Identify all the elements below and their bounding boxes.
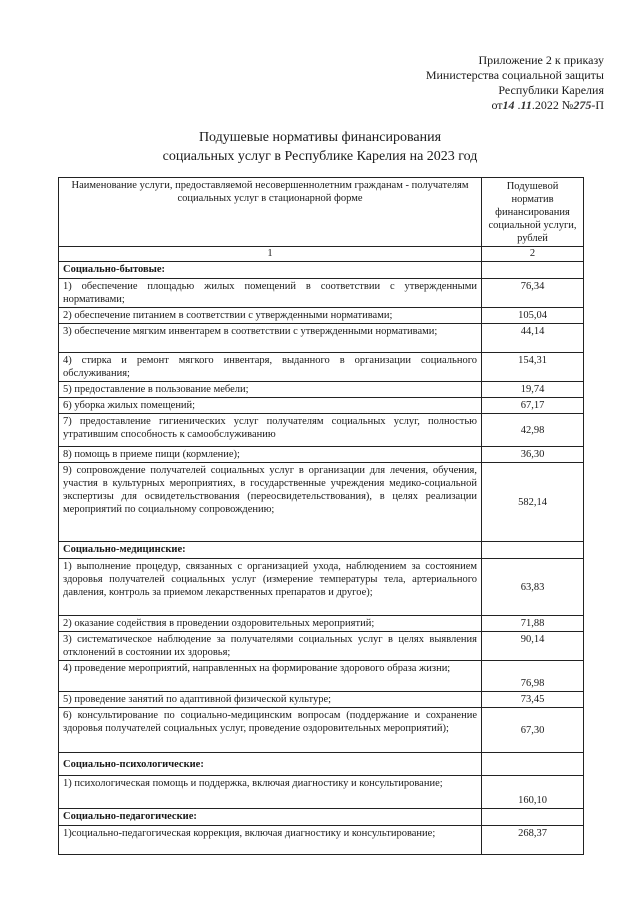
col2-header: Подушевой норматив финансирования социальной услуги, рублей <box>482 178 584 247</box>
document-title <box>0 128 640 166</box>
attachment-line-2: Министерства социальной защиты <box>425 68 604 82</box>
service-name: 6) уборка жилых помещений; <box>59 398 482 414</box>
norm-value: 160,10 <box>482 776 584 809</box>
section-row <box>59 753 584 776</box>
norm-value: 76,98 <box>482 661 584 692</box>
service-name: 3) систематическое наблюдение за получателями социальных услуг в целях выявления отклонений в состоянии их здоровья; <box>59 632 482 661</box>
attachment-line-1: Приложение 2 к приказу <box>478 53 604 67</box>
norm-value: 63,83 <box>482 559 584 616</box>
attachment-line-3: Республики Карелия <box>498 83 604 97</box>
table-row <box>59 353 584 382</box>
norm-value: 582,14 <box>482 463 584 542</box>
col1-number: 1 <box>59 247 482 262</box>
title-line-1: Подушевые нормативы финансирования <box>198 130 442 145</box>
norm-value: 268,37 <box>482 826 584 855</box>
table-row <box>59 776 584 809</box>
service-name: 5) предоставление в пользование мебели; <box>59 382 482 398</box>
handwritten-day: 14 <box>502 98 515 112</box>
section-title: Социально-педагогические: <box>59 809 482 826</box>
table-row <box>59 616 584 632</box>
table-row <box>59 826 584 855</box>
norm-value: 67,30 <box>482 708 584 753</box>
section-blank-cell <box>482 262 584 279</box>
norm-value: 76,34 <box>482 279 584 308</box>
table-row <box>59 414 584 447</box>
service-name: 9) сопровождение получателей социальных услуг в организации для лечения, обучения, участия в культурных мероприятиях, в государственные учреждения медико-социальной экспертизы для освидетельствования (переосвидетельствования), в целях реализации мероприятий по социальному сопровождению; <box>59 463 482 542</box>
title-line-2: социальных услуг в Республике Карелия на 2023 год <box>162 149 478 164</box>
service-name: 4) проведение мероприятий, направленных на формирование здорового образа жизни; <box>59 661 482 692</box>
handwritten-order-number: 275 <box>573 98 592 112</box>
col1-header: Наименование услуги, предоставляемой несовершеннолетним гражданам - получателям социальных услуг в стационарной форме <box>59 178 482 247</box>
table-row <box>59 324 584 353</box>
service-name: 2) обеспечение питанием в соответствии с утвержденными нормативами; <box>59 308 482 324</box>
section-title: Социально-бытовые: <box>59 262 482 279</box>
col2-number: 2 <box>482 247 584 262</box>
table-row <box>59 632 584 661</box>
service-name: 2) оказание содействия в проведении оздоровительных мероприятий; <box>59 616 482 632</box>
service-name: 5) проведение занятий по адаптивной физической культуре; <box>59 692 482 708</box>
norm-value: 36,30 <box>482 447 584 463</box>
section-blank-cell <box>482 809 584 826</box>
norm-value: 73,45 <box>482 692 584 708</box>
section-blank-cell <box>482 753 584 776</box>
table-row <box>59 559 584 616</box>
norm-value: 154,31 <box>482 353 584 382</box>
norms-table <box>58 177 584 855</box>
service-name: 3) обеспечение мягким инвентарем в соответствии с утвержденными нормативами; <box>59 324 482 353</box>
handwritten-month: 11 <box>520 98 532 112</box>
norm-value: 71,88 <box>482 616 584 632</box>
table-row <box>59 661 584 692</box>
column-number-row <box>59 247 584 262</box>
service-name: 7) предоставление гигиенических услуг получателям социальных услуг, полностью утратившим способность к самообслуживанию <box>59 414 482 447</box>
table-row <box>59 447 584 463</box>
service-name: 4) стирка и ремонт мягкого инвентаря, выданного в организации социального обслуживания; <box>59 353 482 382</box>
norm-value: 42,98 <box>482 414 584 447</box>
date-year: .2022 № <box>531 98 574 112</box>
table-header-row <box>59 178 584 247</box>
norm-value: 44,14 <box>482 324 584 353</box>
attachment-date-line <box>426 98 604 113</box>
table-row <box>59 463 584 542</box>
section-row <box>59 542 584 559</box>
table-row <box>59 382 584 398</box>
service-name: 1) психологическая помощь и поддержка, включая диагностику и консультирование; <box>59 776 482 809</box>
table-row <box>59 398 584 414</box>
norm-value: 19,74 <box>482 382 584 398</box>
section-row <box>59 809 584 826</box>
service-name: 1)социально-педагогическая коррекция, включая диагностику и консультирование; <box>59 826 482 855</box>
date-prefix: от <box>491 98 503 112</box>
service-name: 1) обеспечение площадью жилых помещений в соответствии с утвержденными нормативами; <box>59 279 482 308</box>
table-row <box>59 279 584 308</box>
norm-value: 105,04 <box>482 308 584 324</box>
norm-value: 67,17 <box>482 398 584 414</box>
section-title: Социально-психологические: <box>59 753 482 776</box>
section-title: Социально-медицинские: <box>59 542 482 559</box>
table-row <box>59 692 584 708</box>
order-suffix: -П <box>591 98 604 112</box>
attachment-header <box>426 53 604 113</box>
table-row <box>59 308 584 324</box>
norm-value: 90,14 <box>482 632 584 661</box>
service-name: 8) помощь в приеме пищи (кормление); <box>59 447 482 463</box>
service-name: 1) выполнение процедур, связанных с организацией ухода, наблюдением за состоянием здоровья получателей социальных услуг (измерение температуры тела, артериального давления, контроль за приемом лекарственных препаратов и другое); <box>59 559 482 616</box>
table-row <box>59 708 584 753</box>
date-sep: . <box>514 98 521 112</box>
service-name: 6) консультирование по социально-медицинским вопросам (поддержание и сохранение здоровья получателей социальных услуг, проведение оздоровительных мероприятий); <box>59 708 482 753</box>
section-blank-cell <box>482 542 584 559</box>
section-row <box>59 262 584 279</box>
